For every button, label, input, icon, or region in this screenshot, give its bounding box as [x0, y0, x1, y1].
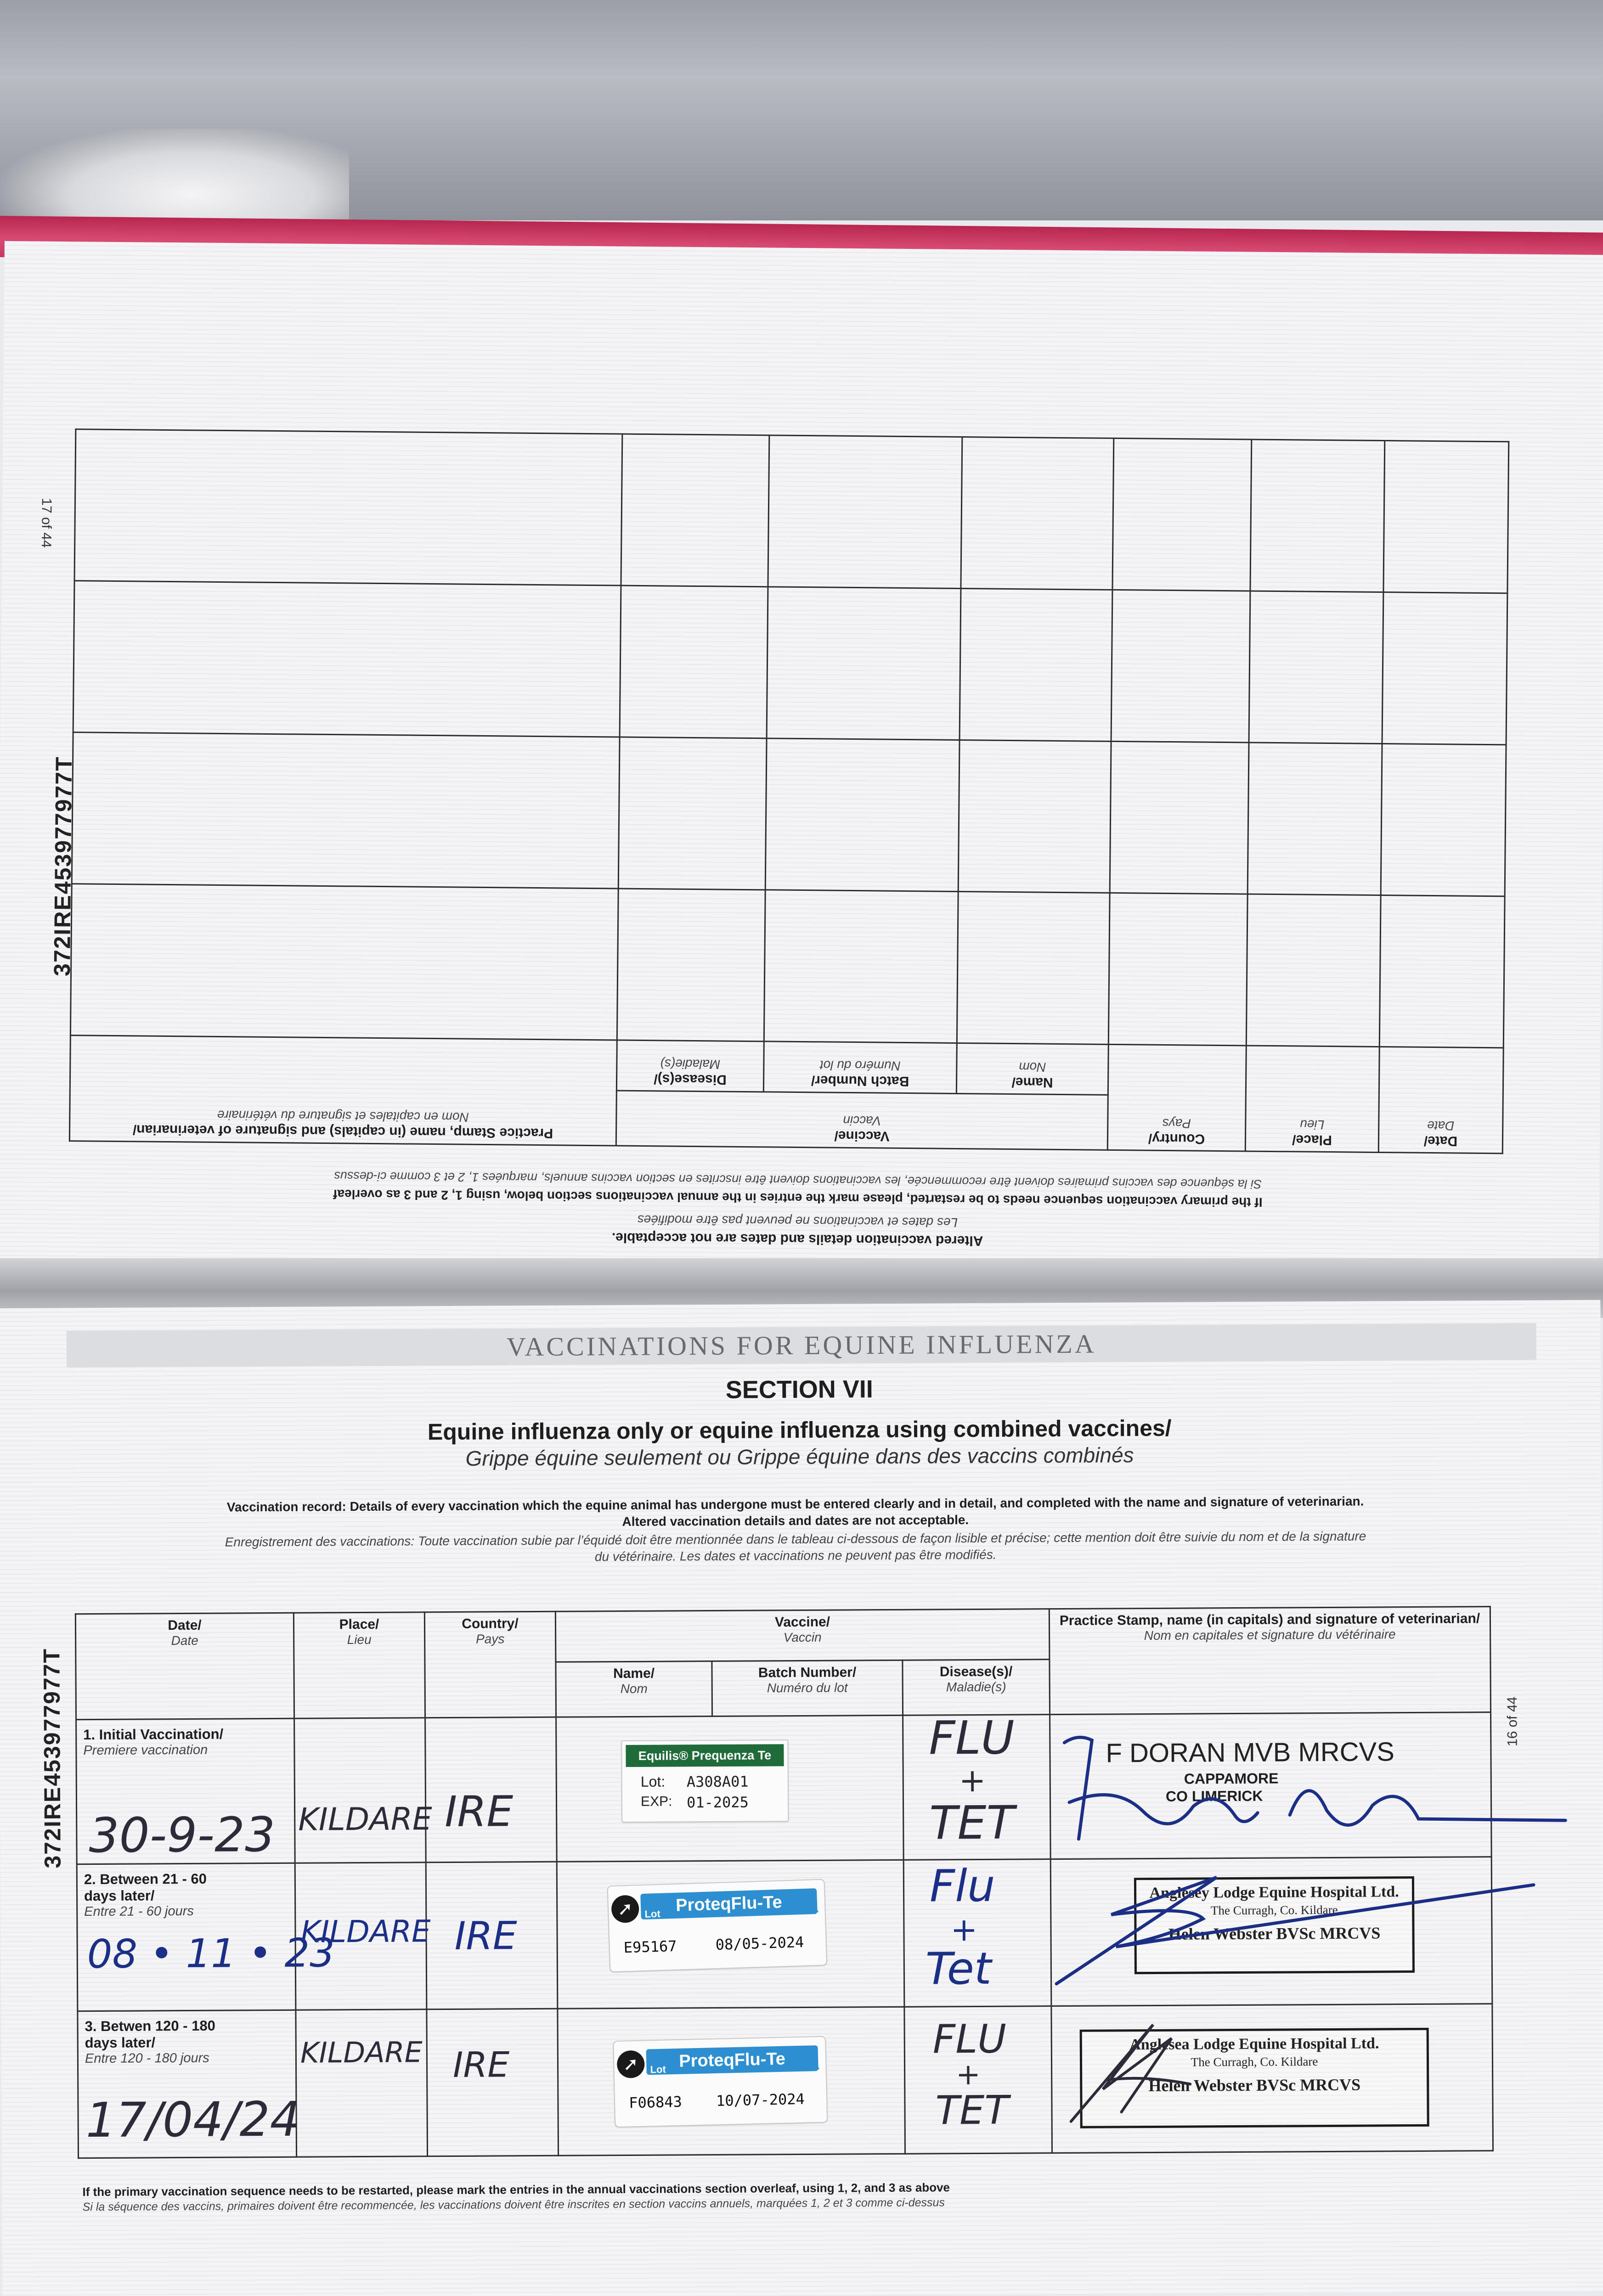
row2-batch: E95167	[623, 1937, 677, 1957]
serial-number-bottom: 372IRE453977977T	[39, 1648, 66, 1868]
row2-disease-3: Tet	[925, 1942, 992, 1995]
row3-expiry: 10/07-2024	[716, 2090, 805, 2110]
row2-label-en: 2. Between 21 - 60 days later/	[84, 1870, 207, 1904]
row1-signature	[1050, 1712, 1566, 1853]
row2-lot-label: Lot	[644, 1908, 661, 1920]
serial-number-top: 372IRE453977977T	[49, 756, 77, 977]
row3-vaccine-sticker	[613, 2036, 828, 2127]
row2-label-fr: Entre 21 - 60 jours	[84, 1903, 194, 1919]
row2-place-cell	[295, 1863, 431, 2010]
table-row-initial	[76, 1712, 1492, 1864]
col-stamp: Practice Stamp, name (in capitals) and signature of veterinarian/ Nom en capitales et signature du vétérinaire	[1049, 1607, 1490, 1715]
col-disease: Disease(s)/ Maladie(s)	[616, 1040, 764, 1092]
row1-vaccine-sticker	[621, 1739, 789, 1823]
col-disease: Disease(s)/ Maladie(s)	[903, 1660, 1050, 1716]
page-number-17: 17 of 44	[38, 498, 54, 548]
row1-lot-label: Lot:	[640, 1773, 666, 1790]
row2-disease-cell	[903, 1859, 1051, 2007]
row2-place: KILDARE	[300, 1913, 431, 1950]
row3-stamp-cell	[1051, 2004, 1493, 2153]
footer-restart-note-fr: Si la séquence des vaccins, primaires doivent être recommencée, les vaccinations doivent être inscrites en section vaccins annuels, marquées 1, 2 et 3 comme ci-dessus	[82, 2196, 945, 2214]
row3-disease-1: FLU	[932, 2016, 1007, 2063]
record-instructions-fr-2: du vétérinaire. Les dates et vaccinations ne peuvent pas être modifiés.	[594, 1547, 997, 1564]
col-country: Country/ Pays	[424, 1611, 556, 1717]
row2-vaccine-name: ProteqFlu-Te	[640, 1888, 818, 1919]
row3-disease-cell	[904, 2006, 1052, 2154]
altered-notice-fr: Les dates et vaccinations ne peuvent pas être modifiées	[637, 1212, 958, 1230]
row1-place: KILDARE	[298, 1801, 433, 1838]
record-instructions-en-2: Altered vaccination details and dates are not acceptable.	[622, 1513, 969, 1529]
row2-expiry: 08/05-2024	[715, 1933, 804, 1954]
row3-exp-label: EXP.	[798, 2060, 820, 2072]
record-instructions-fr: Enregistrement des vaccinations: Toute vaccination subie par l’équidé doit être mentionnée dans le tableau ci-dessous de façon lisible et précise; cette mention doit être suivie du nom et de la signature	[225, 1529, 1366, 1549]
altered-notice-en: Altered vaccination details and dates are not acceptable.	[611, 1230, 983, 1249]
record-instructions-en: Vaccination record: Details of every vaccination which the equine animal has undergone must be entered clearly and in detail, and completed with the name and signature of veterinarian.	[226, 1494, 1364, 1514]
page-17	[0, 241, 1603, 1297]
table-row-third	[78, 2004, 1493, 2158]
col-vaccine: Vaccine/ Vaccin	[555, 1609, 1050, 1662]
col-batch: Batch Number/ Numéro du lot	[763, 1041, 957, 1094]
row3-stamp-line-3: Helen Webster BVSc MRCVS	[1148, 2075, 1361, 2095]
section-banner: VACCINATIONS FOR EQUINE INFLUENZA	[67, 1323, 1536, 1368]
row2-date: 08 • 11 • 23	[87, 1930, 335, 1978]
row3-disease-3: TET	[935, 2087, 1009, 2134]
page-17-content	[0, 241, 1603, 1297]
table-row	[74, 429, 1509, 593]
row1-batch: A308A01	[686, 1773, 749, 1791]
row1-place-cell	[294, 1718, 433, 1863]
row1-disease-cell	[903, 1711, 1051, 1860]
continued-vaccination-table	[69, 428, 1509, 1154]
row3-lot-label: Lot	[650, 2063, 666, 2076]
row1-stamp-cell	[1050, 1712, 1492, 1859]
table-row	[70, 884, 1505, 1048]
row3-stamp-line-2: The Curragh, Co. Kildare	[1191, 2054, 1318, 2069]
row1-date: 30-9-23	[89, 1806, 276, 1864]
row3-label-en: 3. Betwen 120 - 180 days later/	[85, 2017, 215, 2051]
row1-disease-2: +	[959, 1761, 986, 1800]
row1-stamp-line-1: F DORAN MVB MRCVS	[1106, 1737, 1395, 1768]
row3-label-fr: Entre 120 - 180 jours	[85, 2050, 209, 2066]
row1-stamp-line-2: CAPPAMORE	[1184, 1770, 1279, 1787]
row2-date-cell	[77, 1863, 335, 2011]
row2-arrow-icon: ➚	[611, 1895, 639, 1923]
row2-stamp-cell	[1050, 1857, 1492, 2006]
footer-restart-note-en: If the primary vaccination sequence needs to be restarted, please mark the entries in the annual vaccinations section overleaf, using 1, 2, and 3 as above	[82, 2180, 950, 2199]
row1-exp-label: EXP:	[640, 1794, 672, 1809]
page-16	[0, 1300, 1603, 2296]
col-name: Name/ Nom	[556, 1661, 712, 1717]
row3-stamp-line-1: Anglesea Lodge Equine Hospital Ltd.	[1129, 2035, 1379, 2054]
section-subtitle-fr: Grippe équine seulement ou Grippe équine dans des vaccins combinés	[465, 1443, 1134, 1470]
vaccination-table	[75, 1606, 1494, 2159]
restart-notice-en: If the primary vaccination sequence needs to be restarted, please mark the entries in the annual vaccinations section below, using 1, 2 and 3 as overleaf	[333, 1187, 1263, 1210]
row1-country-cell	[425, 1717, 557, 1862]
section-subtitle-en: Equine influenza only or equine influenza using combined vaccines/	[427, 1415, 1172, 1445]
col-name: Name/ Nom	[956, 1043, 1108, 1095]
table-row	[72, 732, 1506, 896]
row2-stamp-line-2: The Curragh, Co. Kildare	[1210, 1902, 1338, 1918]
row1-country: IRE	[444, 1787, 514, 1837]
page-number-16: 16 of 44	[1505, 1696, 1520, 1747]
col-date: Date/ Date	[75, 1613, 294, 1719]
row2-country: IRE	[454, 1913, 518, 1958]
row2-stamp-line-3: Helen Webster BVSc MRCVS	[1168, 1924, 1381, 1943]
col-date: Date/ Date	[1378, 1047, 1503, 1154]
row3-arrow-icon: ➚	[617, 2050, 645, 2078]
row3-vaccine-cell	[558, 2007, 905, 2155]
row2-country-cell	[426, 1862, 558, 2009]
row3-signature	[1052, 2004, 1466, 2144]
row2-stamp-line-1: Anglesey Lodge Equine Hospital Ltd.	[1149, 1883, 1399, 1902]
col-country: Country/ Pays	[1107, 1044, 1246, 1151]
col-place: Place/ Lieu	[1245, 1046, 1379, 1153]
row3-batch: F06843	[628, 2093, 683, 2112]
row1-vaccine-name: Equilis® Prequenza Te	[626, 1744, 784, 1767]
row1-label-en: 1. Initial Vaccination/	[83, 1726, 224, 1743]
row1-expiry: 01-2025	[686, 1793, 749, 1812]
col-vaccine: Vaccine/ Vaccin	[616, 1091, 1108, 1150]
row3-place: KILDARE	[300, 2035, 423, 2070]
row1-stamp-line-3: CO LIMERICK	[1165, 1787, 1263, 1805]
row1-disease-3: TET	[929, 1795, 1015, 1850]
section-number: SECTION VII	[725, 1375, 873, 1404]
restart-notice-fr: Si la séquence des vaccins primaires doivent être recommencée, les vaccinations doivent être inscrites en section vaccins annuels, marquées 1, 2 et 3 comme ci-dessus	[334, 1169, 1262, 1191]
row2-vaccine-sticker	[607, 1879, 828, 1973]
row2-signature	[1051, 1857, 1558, 1998]
row3-place-cell	[296, 2009, 428, 2157]
row3-country-cell	[427, 2009, 559, 2156]
row2-vaccine-cell	[557, 1860, 904, 2009]
row3-country: IRE	[452, 2044, 510, 2085]
col-batch: Batch Number/ Numéro du lot	[712, 1660, 903, 1716]
row2-disease-2: +	[950, 1910, 978, 1949]
row1-disease-1: FLU	[928, 1711, 1015, 1765]
row1-date-cell	[76, 1718, 295, 1864]
col-place: Place/ Lieu	[294, 1612, 425, 1718]
row2-exp-label: EXP.	[797, 1903, 819, 1915]
row3-vaccine-name: ProteqFlu-Te	[646, 2045, 818, 2075]
row3-date: 17/04/24	[85, 2091, 301, 2149]
row3-date-cell	[78, 2010, 301, 2158]
col-stamp: Practice Stamp, name (in capitals) and signature of veterinarian/ Nom en capitales et signature du vétérinaire	[69, 1035, 617, 1146]
row1-vaccine-cell	[556, 1715, 904, 1862]
row3-disease-2: +	[955, 2057, 981, 2092]
table-row-second	[77, 1857, 1492, 2011]
row1-label-fr: Premiere vaccination	[83, 1742, 208, 1758]
table-row	[73, 581, 1507, 745]
row2-disease-1: Flu	[929, 1860, 996, 1912]
